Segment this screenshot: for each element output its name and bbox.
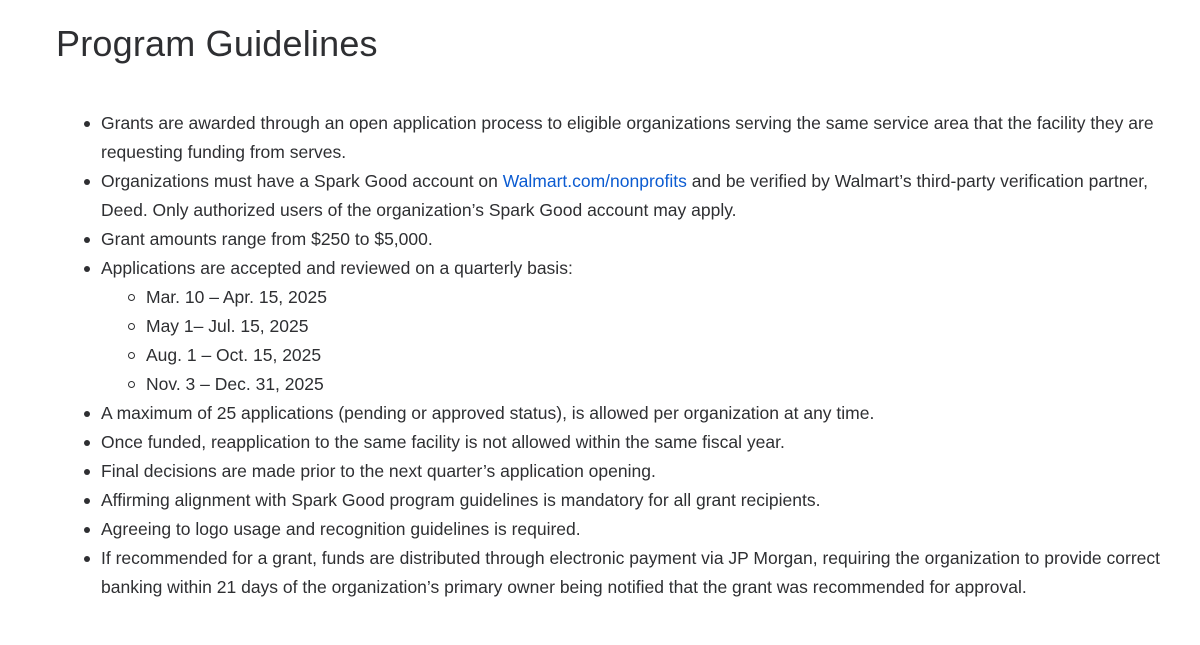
page-title: Program Guidelines (56, 23, 378, 64)
quarter-date-item: Aug. 1 – Oct. 15, 2025 (101, 341, 1161, 370)
list-item (101, 167, 1161, 225)
list-item-text: Grant amounts range from $250 to $5,000. (101, 229, 433, 249)
list-item-text: Once funded, reapplication to the same facility is not allowed within the same fiscal year. (101, 432, 785, 452)
list-item (101, 225, 1161, 254)
list-item-text: Agreeing to logo usage and recognition guidelines is required. (101, 519, 581, 539)
list-item-text: If recommended for a grant, funds are distributed through electronic payment via JP Morgan, requiring the organization to provide correct banking within 21 days of the organization’s primary owner being notified that the grant was recommended for approval. (101, 548, 1160, 597)
list-item-text: Affirming alignment with Spark Good program guidelines is mandatory for all grant recipients. (101, 490, 821, 510)
list-item (101, 109, 1161, 167)
list-item-text: Applications are accepted and reviewed on a quarterly basis: (101, 258, 573, 278)
list-item (101, 486, 1161, 515)
list-item-text: Grants are awarded through an open application process to eligible organizations serving the same service area that the facility they are requesting funding from serves. (101, 113, 1154, 162)
list-item (101, 544, 1161, 602)
list-item-text: Final decisions are made prior to the next quarter’s application opening. (101, 461, 656, 481)
list-item-text: and be verified by Walmart’s third-party verification partner, Deed. Only authorized users of the organization’s Spark Good account may apply. (101, 171, 1148, 220)
list-item-text: Organizations must have a Spark Good account on (101, 171, 503, 191)
list-item (101, 457, 1161, 486)
list-item (101, 254, 1161, 399)
list-item (101, 399, 1161, 428)
walmart-nonprofits-link[interactable]: Walmart.com/nonprofits (502, 171, 687, 191)
list-item (101, 515, 1161, 544)
quarter-date-item: Mar. 10 – Apr. 15, 2025 (101, 283, 1161, 312)
list-item (101, 428, 1161, 457)
guidelines-list (101, 109, 1161, 602)
quarter-date-item: Nov. 3 – Dec. 31, 2025 (101, 370, 1161, 399)
quarterly-dates-list (101, 283, 1161, 399)
list-item-text: A maximum of 25 applications (pending or approved status), is allowed per organization at any time. (101, 403, 875, 423)
quarter-date-item: May 1– Jul. 15, 2025 (101, 312, 1161, 341)
